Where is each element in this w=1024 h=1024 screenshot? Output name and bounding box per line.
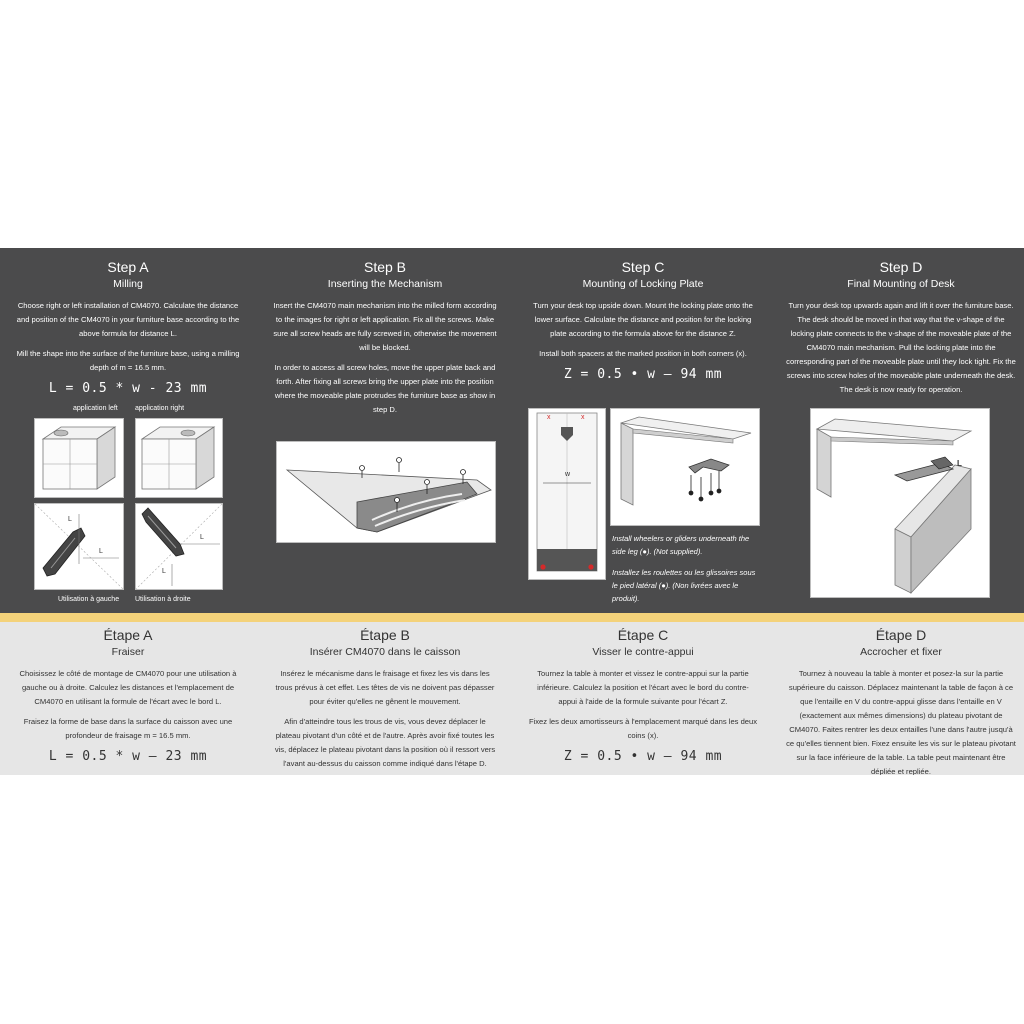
etape-d-subtitle: Accrocher et fixer <box>860 646 942 658</box>
etape-a-paragraph-2: Fraisez la forme de base dans la surface du caisson avec une profondeur de fraisage m = 16.5 mm. <box>23 717 233 740</box>
caption-utilisation-droite: Utilisation à droite <box>135 596 191 603</box>
step-d-illustration-final-desk <box>810 408 990 598</box>
step-d-title: Step D <box>879 259 923 275</box>
step-a-formula: L = 0.5 * w - 23 mm <box>48 381 208 396</box>
etape-b-paragraph-1: Insérez le mécanisme dans le fraisage et fixez les vis dans les trous prévus à cet effet. Les têtes de vis ne doivent pas dépasser pour éviter qu'elles ne gênent le mouvement. <box>275 669 495 706</box>
step-c-paragraph-1: Turn your desk top upside down. Mount the locking plate onto the lower surface. Calculate the distance and position for the locking plate according to the formula above for the distance Z. <box>533 301 753 338</box>
step-a-dim-l-right-vertical: L <box>162 568 166 575</box>
step-a-illustration-left-cabinet <box>34 418 124 498</box>
etape-a-subtitle: Fraiser <box>111 646 145 658</box>
step-b-column <box>272 258 498 423</box>
step-c-note-french <box>612 566 758 605</box>
step-a-subtitle: Milling <box>113 278 143 290</box>
etape-a-formula: L = 0.5 * w – 23 mm <box>48 749 208 764</box>
english-instructions-band <box>0 248 1024 613</box>
step-c-illustration-locking-plate <box>610 408 760 526</box>
step-c-dim-x-right: x <box>581 414 585 421</box>
etape-d-paragraph-1: Tournez à nouveau la table à monter et posez-la sur la partie supérieure du caisson. Déplacez maintenant la table de façon à ce que l'entaille en V du contre-appui glisse dans l'entaille en V (exactement aux mêmes dimensions) du plateau pivotant de CM4070. Faites rentrer les deux entailles l'une dans l'autre jusqu'à ce qu'elles tiennent bien. Fixez ensuite les vis sur le plateau pivotant sur la face inférieure de la table. La table peut maintenant être dépliée et repliée. <box>786 669 1016 775</box>
etape-c-subtitle: Visser le contre-appui <box>592 646 694 658</box>
etape-d-column <box>786 626 1016 775</box>
step-b-illustration-mechanism <box>276 441 496 543</box>
step-a-column <box>14 258 242 400</box>
step-a-illustration-left-milling <box>34 503 124 590</box>
caption-utilisation-gauche: Utilisation à gauche <box>58 596 120 603</box>
yellow-divider <box>0 613 1024 622</box>
step-b-paragraph-1: Insert the CM4070 main mechanism into the milled form according to the images for right or left application. Fix all the screws. Make sure all screw heads are fully screwed in, otherwise the movement will be blocked. <box>273 301 497 352</box>
step-a-title: Step A <box>107 259 149 275</box>
step-c-column <box>528 258 758 386</box>
step-c-illustration-underside <box>528 408 606 580</box>
step-a-dim-l-left-horizontal: L <box>99 548 103 555</box>
french-instructions-band <box>0 622 1024 775</box>
step-c-note-french-text: Installez les roulettes ou les glissoires sous le pied latéral (●). (Non livrées avec le produit). <box>612 568 756 603</box>
step-a-dim-l-left-vertical: L <box>68 516 72 523</box>
caption-application-right: application right <box>135 405 185 412</box>
etape-a-title: Étape A <box>103 627 153 643</box>
etape-d-title: Étape D <box>875 627 927 643</box>
step-b-title: Step B <box>363 259 407 275</box>
step-a-paragraph-1: Choose right or left installation of CM4070. Calculate the distance and position of the CM4070 in your furniture base according to the above formula for distance L. <box>16 301 240 338</box>
step-a-paragraph-2: Mill the shape into the surface of the furniture base, using a milling depth of m = 16.5 mm. <box>16 349 240 372</box>
step-d-subtitle: Final Mounting of Desk <box>847 278 955 290</box>
step-d-dim-l: L <box>957 459 962 468</box>
etape-c-title: Étape C <box>617 627 669 643</box>
step-a-dim-l-right-horizontal: L <box>200 534 204 541</box>
etape-a-column <box>14 626 242 768</box>
step-c-paragraph-2: Install both spacers at the marked position in both corners (x). <box>539 349 747 358</box>
etape-b-column <box>272 626 498 775</box>
etape-b-paragraph-2: Afin d'atteindre tous les trous de vis, vous devez déplacer le plateau pivotant d'un côté et de l'autre. Après avoir fixé toutes les vis, déplacez le plateau pivotant dans la position où il ressort vers l'avant au-dessus du caisson comme indiqué dans l'étape D. <box>274 717 496 768</box>
step-c-dim-w: w <box>565 471 571 478</box>
etape-c-column <box>528 626 758 768</box>
step-c-formula: Z = 0.5 • w – 94 mm <box>563 367 723 382</box>
step-c-dim-x-left: x <box>547 414 551 421</box>
etape-c-paragraph-2: Fixez les deux amortisseurs à l'emplacement marqué dans les deux coins (x). <box>528 717 758 740</box>
step-c-title: Step C <box>621 259 665 275</box>
etape-b-title: Étape B <box>360 627 410 643</box>
step-b-subtitle: Inserting the Mechanism <box>327 278 443 290</box>
etape-c-paragraph-1: Tournez la table à monter et vissez le contre-appui sur la partie inférieure. Calculez la position et l'écart avec le bord du contre-appui à l'aide de la formule suivante pour l'écart Z. <box>537 669 749 706</box>
caption-application-left: application left <box>73 405 118 412</box>
step-a-illustration-right-cabinet <box>135 418 223 498</box>
step-d-paragraph-1: Turn your desk top upwards again and lift it over the furniture base. The desk should be moved in that way that the v-shape of the locking plate connects to the v-shape of the moveable plate of the CM4070 main mechanism. Pull the locking plate into the corresponding part of the moveable plate until they lock tight. Fix the screws into screw holes of the moveable plate underneath the desk. The desk is now ready for operation. <box>786 301 1016 394</box>
step-c-subtitle: Mounting of Locking Plate <box>582 278 704 290</box>
step-a-illustration-right-milling <box>135 503 223 590</box>
step-b-paragraph-2: In order to access all screw holes, move the upper plate back and forth. After fixing all screws bring the upper plate into the position where the moveable plate protrudes the furniture base as show in step D. <box>274 363 496 414</box>
etape-b-subtitle: Insérer CM4070 dans le caisson <box>309 646 461 658</box>
step-c-note-english-text: Install wheelers or gliders underneath the side leg (●). (Not supplied). <box>612 534 750 556</box>
etape-a-paragraph-1: Choisissez le côté de montage de CM4070 pour une utilisation à gauche ou à droite. Calculez les distances et l'emplacement de CM4070 en utilisant la formule de l'écart avec le bord L. <box>19 669 237 706</box>
step-d-column <box>786 258 1016 403</box>
etape-c-formula: Z = 0.5 • w – 94 mm <box>563 749 723 764</box>
step-c-note-english <box>612 532 758 558</box>
